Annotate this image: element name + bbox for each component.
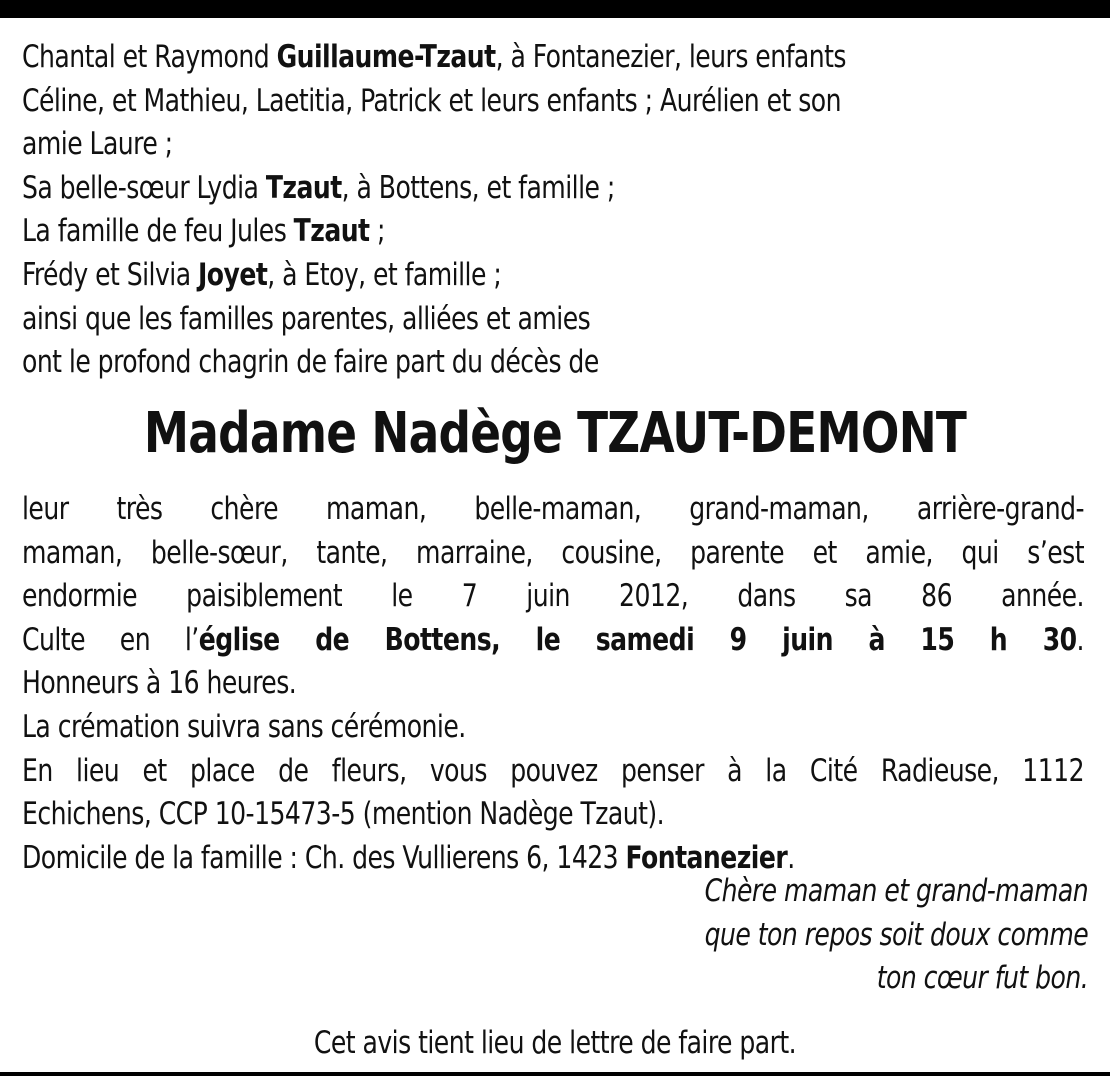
mourners-list xyxy=(22,36,980,385)
verse-line: Chère maman et grand-maman xyxy=(704,873,1088,909)
verse-line: que ton repos soit doux comme xyxy=(704,916,1088,953)
mourner-line xyxy=(22,254,980,298)
text: Frédy et Silvia xyxy=(22,256,199,293)
text: . xyxy=(1076,621,1084,658)
deceased-name-heading: Madame Nadège TZAUT-DEMONT xyxy=(143,401,967,466)
detail-line: leur très chère maman, belle-maman, grand-maman, arrière-grand- xyxy=(22,491,1084,527)
mourner-line xyxy=(22,36,980,80)
text: , à Fontanezier, leurs enfants xyxy=(495,39,846,75)
family-name: Tzaut xyxy=(265,169,342,206)
service-line xyxy=(22,619,1084,663)
bottom-border-rule xyxy=(0,1072,1110,1076)
town-name: Fontanezier xyxy=(625,839,788,876)
top-border-rule xyxy=(0,0,1110,18)
memorial-verse xyxy=(704,870,1088,1001)
verse-line: ton cœur fut bon. xyxy=(876,960,1088,997)
text: , à Bottens, et famille ; xyxy=(341,169,615,206)
footer-note: Cet avis tient lieu de lettre de faire part. xyxy=(313,1025,797,1061)
detail-line: Honneurs à 16 heures. xyxy=(22,665,297,702)
mourner-line xyxy=(22,210,980,254)
text: , à Etoy, et famille ; xyxy=(267,256,502,293)
text: . xyxy=(787,839,795,876)
mourner-line: Céline, et Mathieu, Laetitia, Patrick et leurs enfants ; Aurélien et son xyxy=(22,82,841,119)
family-name: Joyet xyxy=(198,256,268,293)
mourner-line: ont le profond chagrin de faire part du décès de xyxy=(22,344,599,381)
text: Domicile de la famille : Ch. des Vullierens 6, 1423 xyxy=(22,839,626,876)
notice-details xyxy=(22,488,1084,880)
detail-line: En lieu et place de fleurs, vous pouvez penser à la Cité Radieuse, 1112 xyxy=(22,752,1084,789)
detail-line: La crémation suivra sans cérémonie. xyxy=(22,708,466,745)
text: La famille de feu Jules xyxy=(22,213,294,250)
family-name: Tzaut xyxy=(293,213,370,250)
text: Chantal et Raymond xyxy=(22,39,277,75)
text: Culte en l’ xyxy=(22,621,199,658)
detail-line: endormie paisiblement le 7 juin 2012, dans sa 86 année. xyxy=(22,578,1084,615)
mourner-line: ainsi que les familles parentes, alliées et amies xyxy=(22,300,591,337)
mourner-line xyxy=(22,167,980,211)
service-details: église de Bottens, le samedi 9 juin à 15 h 30 xyxy=(198,621,1077,658)
text: ; xyxy=(369,213,385,250)
mourner-line: amie Laure ; xyxy=(22,126,173,163)
family-name: Guillaume-Tzaut xyxy=(276,39,496,75)
detail-line: maman, belle-sœur, tante, marraine, cousine, parente et amie, qui s’est xyxy=(22,534,1084,571)
text: Sa belle-sœur Lydia xyxy=(22,169,266,206)
detail-line: Echichens, CCP 10-15473-5 (mention Nadège Tzaut). xyxy=(22,796,665,833)
